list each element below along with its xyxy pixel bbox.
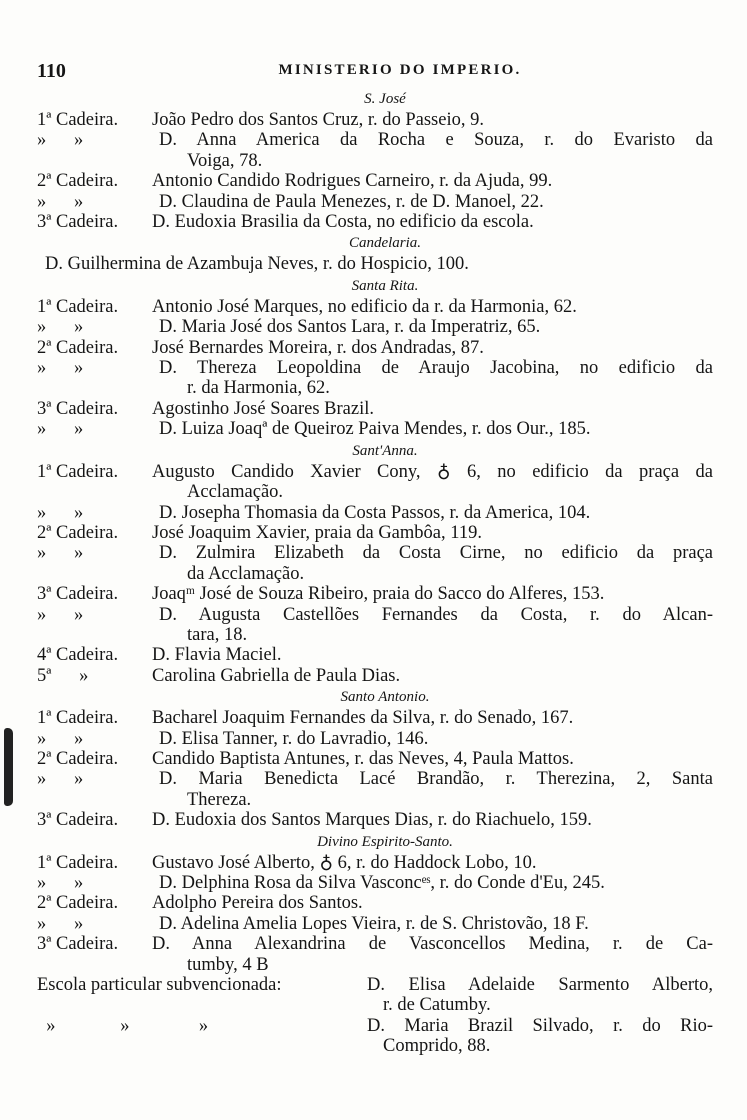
entry-line: D. Eudoxia dos Santos Marques Dias, r. do Riachuelo, 159.	[152, 810, 592, 831]
teacher-entry	[37, 171, 713, 191]
teacher-entry	[37, 297, 713, 317]
teacher-entry	[37, 769, 713, 810]
teacher-entry	[37, 317, 713, 337]
teacher-entry	[37, 419, 713, 439]
teacher-entry	[37, 399, 713, 419]
entry-label: 3ª Cadeira.	[37, 212, 119, 233]
parish-section	[37, 831, 713, 1057]
entry-line: tara, 18.	[187, 624, 248, 645]
parish-heading: Divino Espirito-Santo.	[317, 833, 453, 850]
parish-section	[37, 275, 713, 440]
entry-label: » »	[37, 543, 84, 564]
parish-heading: S. José	[364, 91, 406, 107]
teacher-entry	[37, 462, 713, 503]
page-header	[37, 60, 713, 86]
teacher-entry	[37, 1016, 713, 1057]
document-body	[37, 88, 713, 1057]
entry-line: Adolpho Pereira dos Santos.	[152, 893, 363, 914]
teacher-entry	[37, 338, 713, 358]
entry-line: Agostinho José Soares Brazil.	[152, 398, 374, 419]
parish-section	[37, 88, 713, 232]
entry-line: Augusto Candido Xavier Cony, ♁ 6, no edificio da praça da	[152, 461, 713, 482]
entry-label: 2ª Cadeira.	[37, 748, 119, 769]
entry-label: 5ª »	[37, 665, 89, 686]
teacher-entry	[37, 914, 713, 934]
entry-label: » »	[37, 728, 84, 749]
entry-label: » »	[37, 873, 84, 893]
entry-line: Voiga, 78.	[187, 150, 263, 171]
entry-line: D. Guilhermina de Azambuja Neves, r. do Hospicio, 100.	[45, 254, 469, 275]
entry-line: José Joaquim Xavier, praia da Gambôa, 119.	[152, 522, 482, 543]
entry-line: Carolina Gabriella de Paula Dias.	[152, 665, 401, 686]
entry-line: tumby, 4 B	[187, 954, 269, 975]
entry-label: Escola particular subvencionada:	[37, 975, 282, 996]
entry-line: D. Thereza Leopoldina de Araujo Jacobina, no edificio da	[159, 358, 713, 379]
running-title: MINISTERIO DO IMPERIO.	[278, 62, 522, 78]
teacher-entry	[37, 358, 713, 399]
entry-label: » »	[37, 130, 84, 151]
entry-line: D. Elisa Tanner, r. do Lavradio, 146.	[159, 728, 429, 749]
entry-line: Acclamação.	[187, 482, 284, 503]
parish-section	[37, 440, 713, 686]
teacher-entry	[37, 975, 713, 1016]
entry-line: Comprido, 88.	[383, 1036, 491, 1057]
entry-line: D. Augusta Castellões Fernandes da Costa, r. do Alcan-	[159, 604, 713, 625]
entry-label: » »	[37, 604, 84, 625]
entry-line: D. Anna Alexandrina de Vasconcellos Medina, r. de Ca-	[152, 934, 713, 955]
entry-line: D. Adelina Amelia Lopes Vieira, r. de S. Christovão, 18 F.	[159, 913, 589, 934]
teacher-entry	[37, 749, 713, 769]
entry-line: D. Anna America da Rocha e Souza, r. do Evaristo da	[159, 130, 713, 151]
entry-label: » »	[37, 317, 84, 338]
entry-line: D. Elisa Adelaide Sarmento Alberto,	[367, 975, 713, 996]
entry-line: da Acclamação.	[187, 563, 305, 584]
teacher-entry	[37, 645, 713, 665]
teacher-entry	[37, 934, 713, 975]
teacher-entry	[37, 503, 713, 523]
entry-line: D. Delphina Rosa da Silva Vasconcᵉˢ, r. do Conde d'Eu, 245.	[159, 873, 605, 893]
entry-line: Bacharel Joaquim Fernandes da Silva, r. do Senado, 167.	[152, 708, 574, 729]
teacher-entry	[37, 584, 713, 604]
parish-section	[37, 686, 713, 830]
entry-label: 1ª Cadeira.	[37, 708, 119, 729]
entry-label: » »	[37, 358, 84, 379]
entry-line: r. da Harmonia, 62.	[187, 378, 330, 399]
entry-label: 1ª Cadeira.	[37, 296, 119, 317]
teacher-entry	[37, 873, 713, 893]
entry-label: 3ª Cadeira.	[37, 398, 119, 419]
entry-label: 3ª Cadeira.	[37, 810, 119, 831]
entry-line: D. Josepha Thomasia da Costa Passos, r. da America, 104.	[159, 502, 591, 523]
teacher-entry	[37, 666, 713, 686]
entry-line: José Bernardes Moreira, r. dos Andradas, 87.	[152, 337, 484, 358]
entry-label: 2ª Cadeira.	[37, 337, 119, 358]
entry-label: » »	[37, 913, 84, 934]
entry-line: D. Maria Benedicta Lacé Brandão, r. Therezina, 2, Santa	[159, 769, 713, 790]
teacher-entry	[37, 212, 713, 232]
scan-edge-mark	[4, 728, 13, 806]
entry-label: 2ª Cadeira.	[37, 893, 119, 914]
entry-label: 1ª Cadeira.	[37, 110, 119, 130]
teacher-entry	[37, 192, 713, 212]
entry-label: 2ª Cadeira.	[37, 171, 119, 192]
parish-section	[37, 232, 713, 274]
entry-line: D. Luiza Joaqª de Queiroz Paiva Mendes, r. dos Our., 185.	[159, 419, 591, 440]
entry-label: » »	[37, 191, 84, 212]
parish-heading: Santo Antonio.	[340, 689, 430, 706]
entry-line: D. Claudina de Paula Menezes, r. de D. Manoel, 22.	[159, 191, 544, 212]
entry-label: 4ª Cadeira.	[37, 645, 119, 666]
page-number: 110	[37, 60, 66, 82]
entry-label: » »	[37, 502, 84, 523]
entry-line: Antonio José Marques, no edificio da r. da Harmonia, 62.	[152, 296, 577, 317]
entry-line: Candido Baptista Antunes, r. das Neves, 4, Paula Mattos.	[152, 748, 574, 769]
entry-label: 1ª Cadeira.	[37, 852, 119, 873]
parish-heading: Santa Rita.	[351, 277, 419, 294]
teacher-entry	[37, 605, 713, 646]
entry-label: 2ª Cadeira.	[37, 522, 119, 543]
entry-line: D. Maria José dos Santos Lara, r. da Imperatriz, 65.	[159, 317, 541, 338]
teacher-entry	[37, 130, 713, 171]
entry-line: João Pedro dos Santos Cruz, r. do Passeio, 9.	[152, 110, 484, 130]
teacher-entry	[37, 853, 713, 873]
entry-label: 3ª Cadeira.	[37, 934, 119, 955]
entry-line: D. Zulmira Elizabeth da Costa Cirne, no edificio da praça	[159, 543, 713, 564]
teacher-entry	[37, 729, 713, 749]
entry-line: r. de Catumby.	[383, 995, 491, 1016]
teacher-entry	[37, 110, 713, 130]
parish-heading: Sant'Anna.	[352, 442, 418, 459]
entry-line: Thereza.	[187, 789, 252, 810]
entry-label: » »	[37, 419, 84, 440]
teacher-entry	[37, 523, 713, 543]
teacher-entry	[37, 254, 713, 274]
entry-line: Antonio Candido Rodrigues Carneiro, r. da Ajuda, 99.	[152, 171, 553, 192]
teacher-entry	[37, 810, 713, 830]
teacher-entry	[37, 543, 713, 584]
entry-line: Gustavo José Alberto, ♁ 6, r. do Haddock Lobo, 10.	[152, 852, 537, 873]
entry-label: 3ª Cadeira.	[37, 584, 119, 605]
parish-heading: Candelaria.	[348, 235, 422, 252]
entry-line: D. Eudoxia Brasilia da Costa, no edificio da escola.	[152, 212, 534, 233]
entry-line: Joaqᵐ José de Souza Ribeiro, praia do Sacco do Alferes, 153.	[152, 584, 605, 605]
entry-line: D. Flavia Maciel.	[152, 645, 282, 666]
entry-label: » » »	[37, 1015, 209, 1036]
entry-label: » »	[37, 769, 84, 790]
teacher-entry	[37, 893, 713, 913]
entry-line: D. Maria Brazil Silvado, r. do Rio-	[367, 1015, 713, 1036]
entry-label: 1ª Cadeira.	[37, 461, 119, 482]
teacher-entry	[37, 708, 713, 728]
